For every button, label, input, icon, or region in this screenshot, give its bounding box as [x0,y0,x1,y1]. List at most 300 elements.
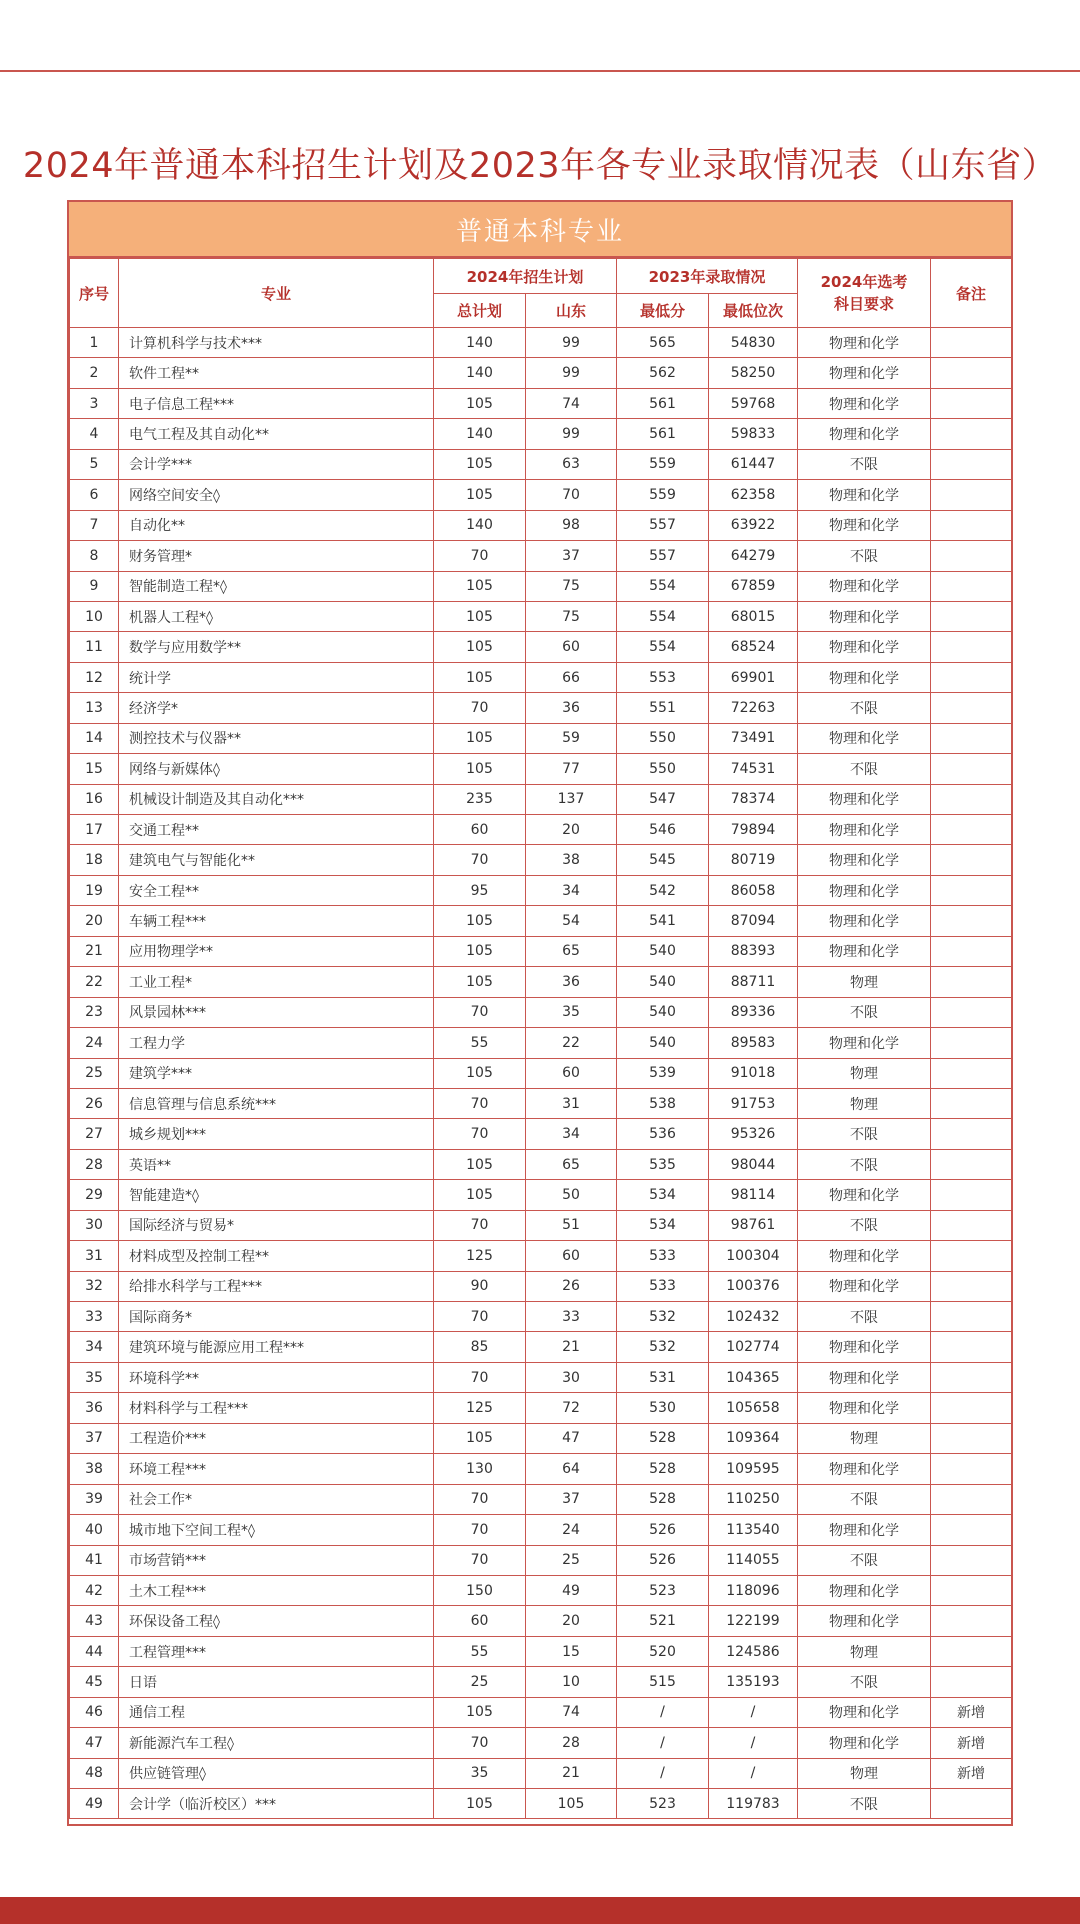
row-note [931,1606,1012,1636]
row-min-score: 546 [617,815,709,845]
row-index: 29 [70,1180,119,1210]
row-shandong-plan: 30 [526,1362,617,1392]
row-total-plan: 55 [434,1636,526,1666]
row-index: 23 [70,997,119,1027]
table-row [70,815,1012,845]
row-index: 47 [70,1728,119,1758]
row-total-plan: 70 [434,1545,526,1575]
row-min-score: 540 [617,997,709,1027]
table-row [70,1484,1012,1514]
row-min-rank: 113540 [709,1515,798,1545]
row-index: 40 [70,1515,119,1545]
row-major: 信息管理与信息系统*** [119,1088,434,1118]
row-total-plan: 105 [434,632,526,662]
row-min-rank: 59833 [709,419,798,449]
table-row [70,1697,1012,1727]
row-min-rank: 67859 [709,571,798,601]
row-index: 26 [70,1088,119,1118]
row-major: 城乡规划*** [119,1119,434,1149]
row-index: 15 [70,754,119,784]
table-row [70,1636,1012,1666]
row-index: 1 [70,328,119,358]
row-index: 27 [70,1119,119,1149]
row-shandong-plan: 21 [526,1758,617,1788]
row-note [931,1423,1012,1453]
row-major: 网络与新媒体◊ [119,754,434,784]
row-index: 4 [70,419,119,449]
row-note [931,1119,1012,1149]
row-subject-requirement: 物理和化学 [798,936,931,966]
row-total-plan: 70 [434,1362,526,1392]
row-major: 应用物理学** [119,936,434,966]
row-note [931,723,1012,753]
row-total-plan: 105 [434,936,526,966]
row-shandong-plan: 60 [526,1241,617,1271]
row-index: 20 [70,906,119,936]
row-min-rank: 69901 [709,662,798,692]
row-min-score: 534 [617,1180,709,1210]
row-subject-requirement: 物理和化学 [798,1332,931,1362]
row-min-rank: 91018 [709,1058,798,1088]
table-row [70,997,1012,1027]
row-major: 电子信息工程*** [119,388,434,418]
row-subject-requirement: 物理和化学 [798,1606,931,1636]
row-major: 材料成型及控制工程** [119,1241,434,1271]
row-shandong-plan: 60 [526,632,617,662]
row-min-rank: 102432 [709,1302,798,1332]
row-min-rank: 89336 [709,997,798,1027]
row-major: 财务管理* [119,541,434,571]
row-major: 新能源汽车工程◊ [119,1728,434,1758]
row-major: 环保设备工程◊ [119,1606,434,1636]
row-shandong-plan: 75 [526,601,617,631]
row-total-plan: 105 [434,967,526,997]
row-total-plan: 55 [434,1028,526,1058]
row-subject-requirement: 不限 [798,1484,931,1514]
row-min-rank: 87094 [709,906,798,936]
row-index: 39 [70,1484,119,1514]
row-subject-requirement: 物理和化学 [798,1180,931,1210]
row-subject-requirement: 物理和化学 [798,388,931,418]
table-row [70,1728,1012,1758]
row-min-rank: 124586 [709,1636,798,1666]
table-row [70,1515,1012,1545]
row-shandong-plan: 75 [526,571,617,601]
header-note: 备注 [931,259,1012,328]
row-shandong-plan: 105 [526,1789,617,1819]
row-min-score: 542 [617,875,709,905]
row-major: 自动化** [119,510,434,540]
row-min-rank: 114055 [709,1545,798,1575]
row-total-plan: 70 [434,1119,526,1149]
row-index: 32 [70,1271,119,1301]
row-min-rank: 68015 [709,601,798,631]
row-min-rank: 86058 [709,875,798,905]
table-row [70,632,1012,662]
row-min-score: 559 [617,449,709,479]
row-note [931,754,1012,784]
row-total-plan: 105 [434,1697,526,1727]
row-min-rank: 78374 [709,784,798,814]
row-note [931,419,1012,449]
row-min-score: 545 [617,845,709,875]
row-subject-requirement: 不限 [798,1119,931,1149]
row-major: 工程造价*** [119,1423,434,1453]
table-row [70,1423,1012,1453]
row-total-plan: 70 [434,1302,526,1332]
row-subject-requirement: 不限 [798,1545,931,1575]
row-index: 43 [70,1606,119,1636]
row-shandong-plan: 22 [526,1028,617,1058]
row-note [931,1241,1012,1271]
row-shandong-plan: 34 [526,875,617,905]
row-note [931,906,1012,936]
table-row [70,449,1012,479]
row-total-plan: 125 [434,1393,526,1423]
row-note [931,1058,1012,1088]
row-total-plan: 70 [434,1484,526,1514]
row-min-rank: 104365 [709,1362,798,1392]
row-total-plan: 105 [434,388,526,418]
row-note [931,1088,1012,1118]
row-subject-requirement: 物理和化学 [798,1575,931,1605]
header-min-rank: 最低位次 [709,294,798,328]
row-index: 21 [70,936,119,966]
row-min-score: / [617,1758,709,1788]
row-major: 通信工程 [119,1697,434,1727]
row-subject-requirement: 不限 [798,449,931,479]
row-major: 城市地下空间工程*◊ [119,1515,434,1545]
row-index: 13 [70,693,119,723]
row-min-score: 528 [617,1484,709,1514]
row-index: 31 [70,1241,119,1271]
row-total-plan: 95 [434,875,526,905]
row-shandong-plan: 65 [526,936,617,966]
row-note [931,541,1012,571]
row-subject-requirement: 物理和化学 [798,358,931,388]
row-major: 智能建造*◊ [119,1180,434,1210]
row-subject-requirement: 物理和化学 [798,815,931,845]
row-subject-requirement: 物理和化学 [798,419,931,449]
row-min-score: 523 [617,1575,709,1605]
row-total-plan: 105 [434,480,526,510]
row-note [931,1454,1012,1484]
row-shandong-plan: 37 [526,1484,617,1514]
row-subject-requirement: 物理和化学 [798,510,931,540]
table-row [70,1758,1012,1788]
row-min-score: 521 [617,1606,709,1636]
row-min-score: 540 [617,1028,709,1058]
table-row [70,571,1012,601]
row-major: 数学与应用数学** [119,632,434,662]
row-major: 车辆工程*** [119,906,434,936]
row-min-rank: 100376 [709,1271,798,1301]
table-row [70,1088,1012,1118]
row-total-plan: 70 [434,1728,526,1758]
row-major: 测控技术与仪器** [119,723,434,753]
row-subject-requirement: 物理 [798,1423,931,1453]
row-note [931,845,1012,875]
row-min-score: 539 [617,1058,709,1088]
row-index: 12 [70,662,119,692]
row-note [931,1332,1012,1362]
row-min-rank: 58250 [709,358,798,388]
row-major: 国际经济与贸易* [119,1210,434,1240]
row-min-score: / [617,1728,709,1758]
row-major: 交通工程** [119,815,434,845]
row-total-plan: 105 [434,601,526,631]
row-min-score: 562 [617,358,709,388]
row-subject-requirement: 物理和化学 [798,723,931,753]
header-subject-requirement [798,259,931,328]
row-min-score: 561 [617,419,709,449]
row-subject-requirement: 物理和化学 [798,632,931,662]
row-total-plan: 105 [434,723,526,753]
row-total-plan: 90 [434,1271,526,1301]
row-note [931,1362,1012,1392]
row-min-rank: 88393 [709,936,798,966]
row-subject-requirement: 不限 [798,1302,931,1332]
row-min-rank: 98761 [709,1210,798,1240]
row-note [931,1028,1012,1058]
row-shandong-plan: 37 [526,541,617,571]
row-index: 36 [70,1393,119,1423]
row-note [931,1545,1012,1575]
row-total-plan: 105 [434,1789,526,1819]
row-total-plan: 105 [434,1149,526,1179]
row-shandong-plan: 74 [526,388,617,418]
row-shandong-plan: 36 [526,693,617,723]
row-major: 建筑电气与智能化** [119,845,434,875]
row-min-score: 554 [617,601,709,631]
row-subject-requirement: 物理和化学 [798,1271,931,1301]
row-shandong-plan: 60 [526,1058,617,1088]
row-major: 风景园林*** [119,997,434,1027]
row-major: 机械设计制造及其自动化*** [119,784,434,814]
row-subject-requirement: 物理和化学 [798,906,931,936]
row-note [931,997,1012,1027]
row-note [931,815,1012,845]
row-shandong-plan: 20 [526,1606,617,1636]
row-note [931,388,1012,418]
row-subject-requirement: 物理和化学 [798,328,931,358]
row-subject-requirement: 物理和化学 [798,1393,931,1423]
row-min-rank: 64279 [709,541,798,571]
row-min-rank: 59768 [709,388,798,418]
row-min-rank: 118096 [709,1575,798,1605]
table-row [70,1575,1012,1605]
row-min-score: 526 [617,1545,709,1575]
row-subject-requirement: 物理和化学 [798,1728,931,1758]
row-major: 计算机科学与技术*** [119,328,434,358]
row-total-plan: 25 [434,1667,526,1697]
row-min-score: 523 [617,1789,709,1819]
row-total-plan: 140 [434,510,526,540]
row-subject-requirement: 不限 [798,541,931,571]
row-min-rank: 91753 [709,1088,798,1118]
table-row [70,510,1012,540]
row-min-rank: 61447 [709,449,798,479]
row-major: 环境科学** [119,1362,434,1392]
row-note [931,1393,1012,1423]
row-shandong-plan: 99 [526,328,617,358]
row-subject-requirement: 物理和化学 [798,845,931,875]
row-min-rank: 54830 [709,328,798,358]
row-min-score: 547 [617,784,709,814]
table-row [70,1149,1012,1179]
row-total-plan: 105 [434,571,526,601]
row-shandong-plan: 36 [526,967,617,997]
row-subject-requirement: 物理和化学 [798,1697,931,1727]
header-major: 专业 [119,259,434,328]
row-min-rank: 109595 [709,1454,798,1484]
row-min-score: 532 [617,1332,709,1362]
row-min-rank: 100304 [709,1241,798,1271]
row-index: 45 [70,1667,119,1697]
row-major: 市场营销*** [119,1545,434,1575]
row-shandong-plan: 20 [526,815,617,845]
row-min-score: 533 [617,1271,709,1301]
row-subject-requirement: 物理和化学 [798,1515,931,1545]
header-min-score: 最低分 [617,294,709,328]
row-total-plan: 105 [434,662,526,692]
row-shandong-plan: 50 [526,1180,617,1210]
row-index: 22 [70,967,119,997]
row-min-rank: 79894 [709,815,798,845]
row-note: 新增 [931,1758,1012,1788]
row-total-plan: 70 [434,541,526,571]
row-index: 17 [70,815,119,845]
row-note [931,936,1012,966]
row-min-score: 531 [617,1362,709,1392]
row-min-rank: 102774 [709,1332,798,1362]
row-shandong-plan: 99 [526,419,617,449]
row-note [931,662,1012,692]
row-min-rank: 73491 [709,723,798,753]
row-shandong-plan: 49 [526,1575,617,1605]
row-subject-requirement: 不限 [798,1667,931,1697]
table-row [70,1362,1012,1392]
row-note [931,1210,1012,1240]
row-note [931,1302,1012,1332]
row-min-rank: 98114 [709,1180,798,1210]
row-major: 机器人工程*◊ [119,601,434,631]
row-min-rank: / [709,1728,798,1758]
row-total-plan: 235 [434,784,526,814]
row-total-plan: 105 [434,1423,526,1453]
header-plan-group: 2024年招生计划 [434,259,617,294]
row-subject-requirement: 不限 [798,693,931,723]
table-banner: 普通本科专业 [69,202,1011,258]
row-note [931,1667,1012,1697]
row-shandong-plan: 51 [526,1210,617,1240]
row-major: 网络空间安全◊ [119,480,434,510]
row-shandong-plan: 72 [526,1393,617,1423]
table-row [70,358,1012,388]
header-index: 序号 [70,259,119,328]
row-min-score: 540 [617,936,709,966]
row-major: 建筑环境与能源应用工程*** [119,1332,434,1362]
row-total-plan: 85 [434,1332,526,1362]
row-index: 6 [70,480,119,510]
table-row [70,1332,1012,1362]
row-major: 会计学*** [119,449,434,479]
table-row [70,1210,1012,1240]
row-index: 8 [70,541,119,571]
row-shandong-plan: 24 [526,1515,617,1545]
row-shandong-plan: 137 [526,784,617,814]
row-index: 30 [70,1210,119,1240]
row-min-score: / [617,1697,709,1727]
row-major: 国际商务* [119,1302,434,1332]
row-total-plan: 105 [434,754,526,784]
table-row [70,906,1012,936]
table-row [70,328,1012,358]
row-total-plan: 140 [434,358,526,388]
row-total-plan: 70 [434,693,526,723]
row-major: 社会工作* [119,1484,434,1514]
row-shandong-plan: 63 [526,449,617,479]
row-major: 智能制造工程*◊ [119,571,434,601]
table-row [70,1454,1012,1484]
row-major: 建筑学*** [119,1058,434,1088]
row-note [931,693,1012,723]
row-total-plan: 70 [434,1210,526,1240]
row-total-plan: 125 [434,1241,526,1271]
bottom-bar [0,1897,1080,1924]
row-subject-requirement: 不限 [798,1789,931,1819]
row-note [931,1149,1012,1179]
row-total-plan: 130 [434,1454,526,1484]
row-note [931,1575,1012,1605]
row-min-score: 535 [617,1149,709,1179]
table-row [70,1667,1012,1697]
row-major: 工程管理*** [119,1636,434,1666]
row-min-score: 528 [617,1454,709,1484]
row-min-score: 528 [617,1423,709,1453]
table-row [70,845,1012,875]
table-row [70,662,1012,692]
row-min-rank: 119783 [709,1789,798,1819]
row-major: 经济学* [119,693,434,723]
table-row [70,693,1012,723]
table-row [70,1789,1012,1819]
table-row [70,480,1012,510]
row-total-plan: 70 [434,1515,526,1545]
row-subject-requirement: 物理 [798,1636,931,1666]
header-total-plan: 总计划 [434,294,526,328]
table-row [70,784,1012,814]
row-min-rank: 109364 [709,1423,798,1453]
row-min-score: 553 [617,662,709,692]
row-min-rank: 95326 [709,1119,798,1149]
row-note [931,449,1012,479]
row-index: 5 [70,449,119,479]
row-shandong-plan: 38 [526,845,617,875]
row-min-rank: 62358 [709,480,798,510]
row-note [931,1636,1012,1666]
row-major: 会计学（临沂校区）*** [119,1789,434,1819]
row-subject-requirement: 物理和化学 [798,662,931,692]
row-shandong-plan: 66 [526,662,617,692]
header-subject-line1: 2024年选考 [820,273,908,291]
row-major: 日语 [119,1667,434,1697]
row-shandong-plan: 15 [526,1636,617,1666]
row-total-plan: 150 [434,1575,526,1605]
row-min-score: 520 [617,1636,709,1666]
row-major: 工程力学 [119,1028,434,1058]
row-min-score: 550 [617,723,709,753]
